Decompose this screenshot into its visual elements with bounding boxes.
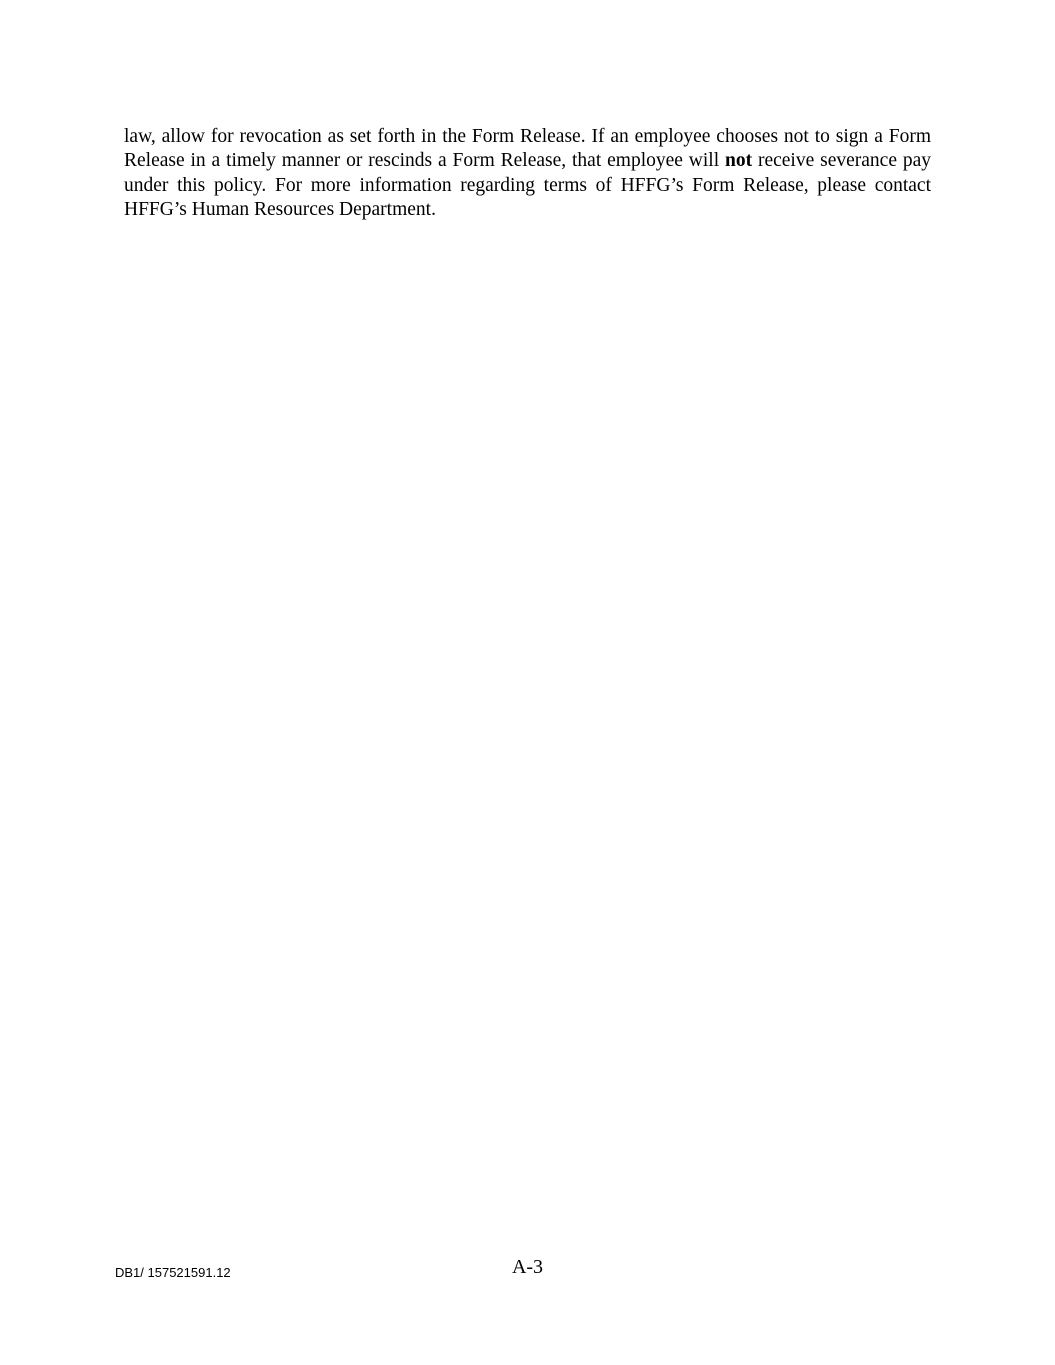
page-number: A-3 [511, 1256, 544, 1278]
body-paragraph [124, 125, 931, 222]
document-id: DB1/ 157521591.12 [115, 1265, 231, 1280]
paragraph-text-after-bold: receive severance pay under this policy. For more information regarding terms of HFFG’s Form Release, please contact HFFG’s Human Resources Department. [124, 150, 931, 220]
paragraph-text-before-bold: law, allow for revocation as set forth in the Form Release. If an employee chooses not to sign a Form Release in a timely manner or rescinds a Form Release, that employee will [124, 126, 931, 172]
paragraph-bold-word: not [725, 150, 753, 172]
